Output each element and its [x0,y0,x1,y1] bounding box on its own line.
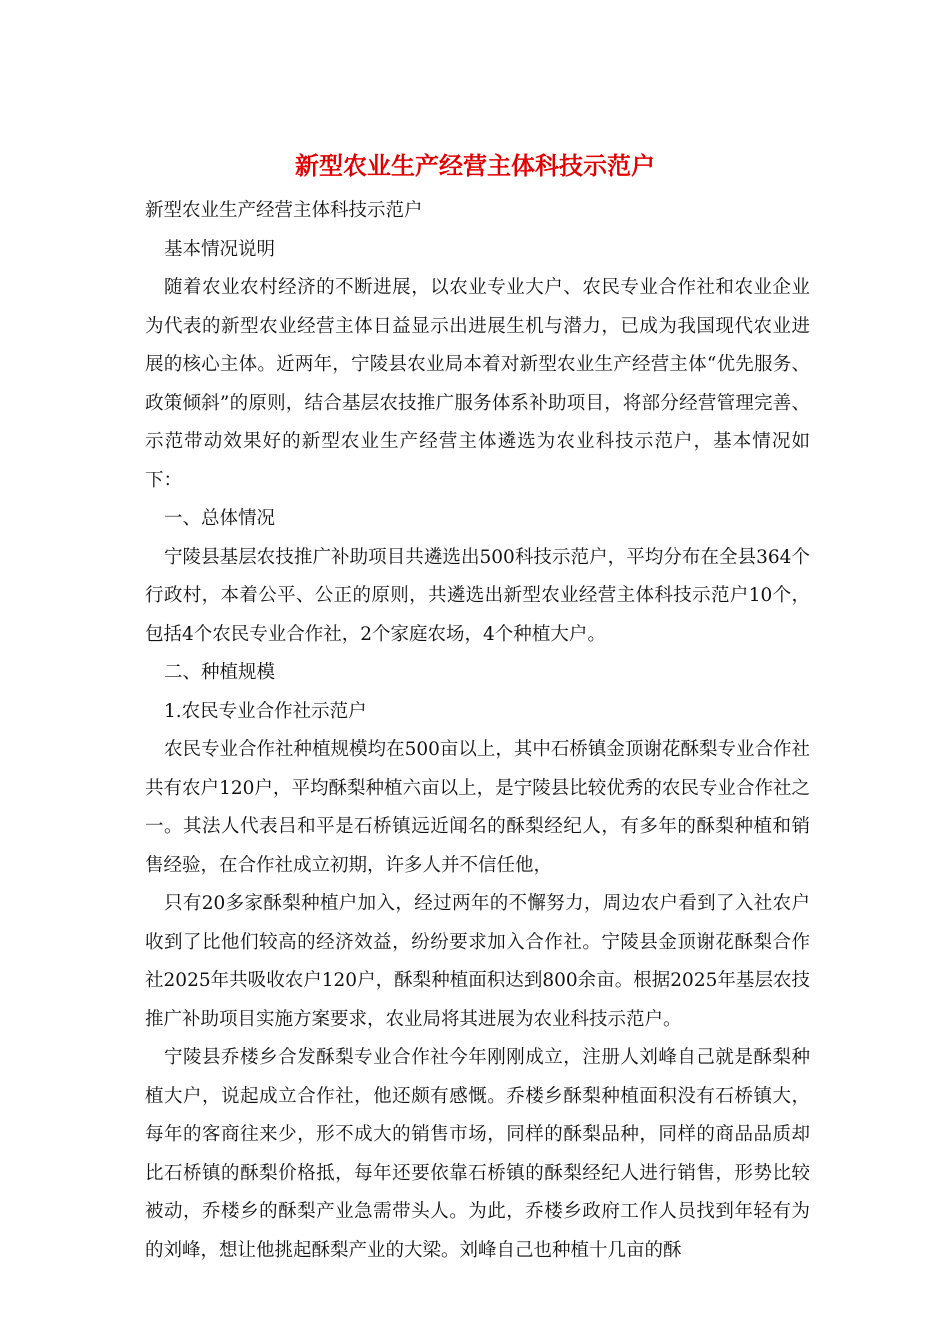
cooperative-paragraph-3: 宁陵县乔楼乡合发酥梨专业合作社今年刚刚成立，注册人刘峰自己就是酥梨种植大户，说起成立合作社，他还颇有感慨。乔楼乡酥梨种植面积没有石桥镇大，每年的客商往来少，形不成大的销售市场，同样的酥梨品种，同样的商品品质却比石桥镇的酥梨价格抵，每年还要依靠石桥镇的酥梨经纪人进行销售，形势比较被动，乔楼乡的酥梨产业急需带头人。为此，乔楼乡政府工作人员找到年轻有为的刘峰，想让他挑起酥梨产业的大梁。刘峰自己也种植十几亩的酥 [145,1047,810,1261]
section-heading-overall: 一、总体情况 [164,508,276,529]
overall-paragraph: 宁陵县基层农技推广补助项目共遴选出500科技示范户，平均分布在全县364个行政村，本着公平、公正的原则，共遴选出新型农业经营主体科技示范户10个，包括4个农民专业合作社，2个家庭农场，4个种植大户。 [145,546,810,645]
document-title: 新型农业生产经营主体科技示范户 [295,151,655,180]
intro-paragraph: 随着农业农村经济的不断进展，以农业专业大户、农民专业合作社和农业企业为代表的新型农业经营主体日益显示出进展生机与潜力，已成为我国现代农业进展的核心主体。近两年，宁陵县农业局本着对新型农业生产经营主体“优先服务、政策倾斜”的原则，结合基层农技推广服务体系补助项目，将部分经营管理完善、示范带动效果好的新型农业生产经营主体遴选为农业科技示范户，基本情况如下： [145,277,810,491]
subsection-heading-cooperative: 1.农民专业合作社示范户 [164,700,367,722]
section-heading-scale: 二、种植规模 [164,662,276,683]
section-heading-basic-info: 基本情况说明 [164,238,276,260]
document-body [145,192,810,1270]
cooperative-paragraph-2: 只有20多家酥梨种植户加入，经过两年的不懈努力，周边农户看到了入社农户收到了比他们较高的经济效益，纷纷要求加入合作社。宁陵县金顶谢花酥梨合作社2025年共吸收农户120户，酥梨种植面积达到800余亩。根据2025年基层农技推广补助项目实施方案要求，农业局将其进展为农业科技示范户。 [145,893,810,1030]
cooperative-paragraph-1: 农民专业合作社种植规模均在500亩以上，其中石桥镇金顶谢花酥梨专业合作社共有农户120户，平均酥梨种植六亩以上，是宁陵县比较优秀的农民专业合作社之一。其法人代表吕和平是石桥镇远近闻名的酥梨经纪人，有多年的酥梨种植和销售经验，在合作社成立初期，许多人并不信任他， [145,739,810,876]
subtitle-paragraph: 新型农业生产经营主体科技示范户 [145,200,423,221]
